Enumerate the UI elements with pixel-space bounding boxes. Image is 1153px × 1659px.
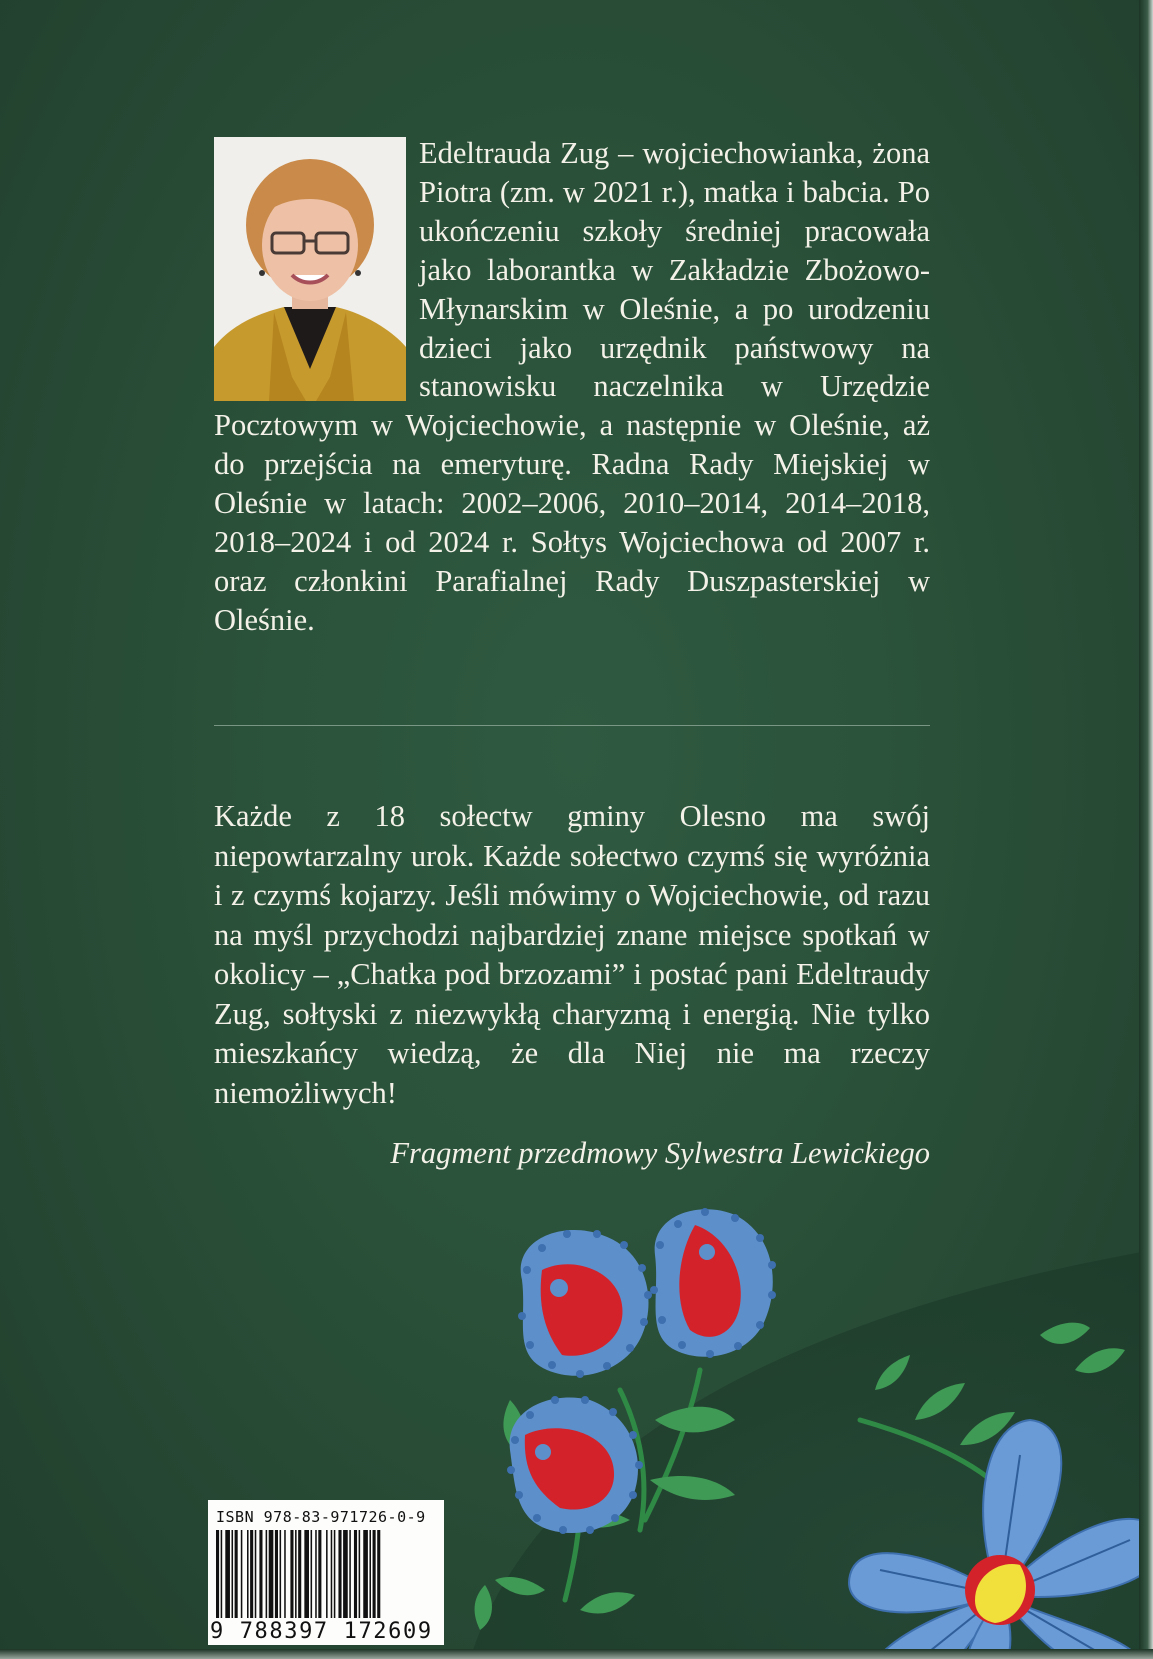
author-bio-text: Edeltrauda Zug – wojciechowianka, żona Piotra (zm. w 2021 r.), matka i babcia. Po ukończeniu szkoły średniej pracowała jako laborantka w Zakładzie Zbożowo-Młynarskim w Oleśnie, a po urodzeniu dzieci jako urzędnik państwowy na stanowisku naczelnika w Urzędzie Pocztowym w Wojciechowie, a następnie w Oleśnie, aż do przejścia na emeryturę. Radna Rady Miejskiej w Oleśnie w latach: 2002–2006, 2010–2014, 2014–2018, 2018–2024 i od 2024 r. Sołtys Wojciechowa od 2007 r. oraz członkini Parafialnej Rady Duszpasterskiej w Oleśnie. (214, 136, 930, 637)
preface-quote: Każde z 18 sołectw gminy Olesno ma swój niepowtarzalny urok. Każde sołectwo czymś się wyróżnia i z czymś kojarzy. Jeśli mówimy o Wojciechowie, od razu na myśl przychodzi najbardziej znane miejsce spotkań w okolicy – „Chatka pod brzozami” i postać pani Edeltraudy Zug, sołtyski z niezwykłą charyzmą i energią. Nie tylko mieszkańcy wiedzą, że dla Niej nie ma rzeczy niemożliwych! (214, 799, 930, 1110)
photo-spacer (214, 134, 419, 404)
cover-bottom-edge (0, 1649, 1153, 1659)
isbn-digits: 9 788397 172609 (210, 1619, 433, 1644)
barcode-icon (214, 1530, 440, 1620)
section-divider (214, 725, 930, 726)
author-bio (214, 134, 930, 640)
isbn-label: ISBN 978-83-971726-0-9 (216, 1508, 426, 1526)
isbn-box (208, 1500, 444, 1645)
cover-right-edge (1139, 0, 1153, 1659)
quote-attribution: Fragment przedmowy Sylwestra Lewickiego (390, 1136, 930, 1170)
